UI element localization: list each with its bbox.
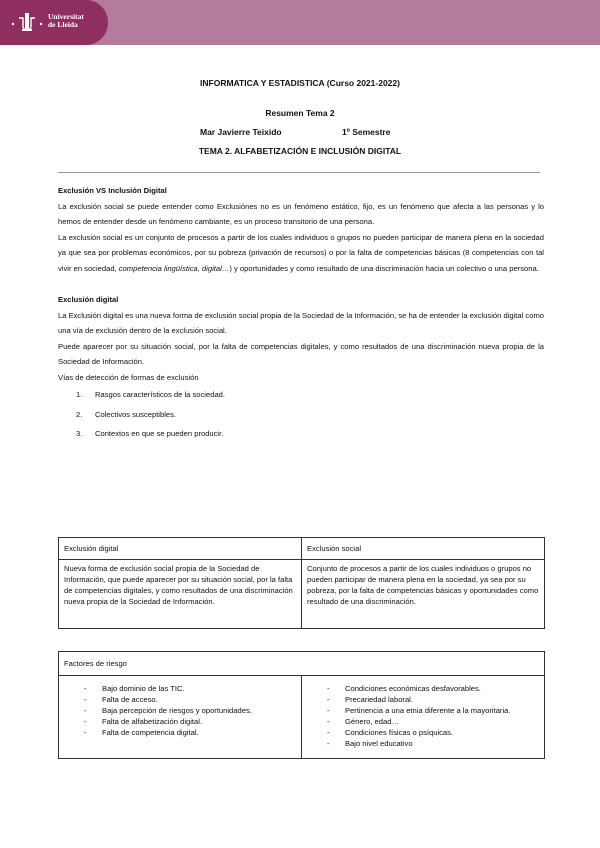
comparison-table (58, 537, 545, 629)
logo-wordmark (48, 13, 84, 29)
document-body (58, 183, 544, 444)
risk-list-left (64, 679, 296, 744)
table-header-cell: Exclusión digital (59, 538, 302, 560)
paragraph-text: La exclusión social es un conjunto de procesos a partir de los cuales individuos o grupos no pueden participar de manera plena en la sociedad ya que sea por problemas económicos, por su pobreza (privación de recursos) o por la falta de competencias básicas (8 competencias con tal vivir en sociedad, (58, 232, 544, 273)
paragraph: Puede aparecer por su situación social, por la falta de competencias digitales, y como resultados de una discriminación nueva propia de la Sociedad de Información. (58, 341, 544, 366)
list-item: 1. Rasgos característicos de la sociedad. (76, 390, 226, 399)
university-logo (0, 0, 108, 45)
list-item: 2. Colectivos susceptibles. (76, 409, 177, 419)
list-item: - Falta de acceso. (64, 694, 296, 705)
university-crest-icon (10, 10, 44, 36)
list-item: - Bajo nivel educativo (307, 738, 539, 749)
list-item: - Bajo dominio de las TIC. (64, 683, 296, 694)
paragraph-text: ) y oportunidades y como resultado de una discriminación hacia un colectivo o una persona. (229, 263, 539, 273)
table-cell: Nueva forma de exclusión social propia de la Sociedad de Información, que puede aparecer por su situación social, por la falta de competencias digitales, y como resultados de una discriminación nueva propia de la Sociedad de Información. (59, 560, 302, 629)
table-header-cell: Factores de riesgo (59, 652, 545, 676)
logo-line2: de Lleida (48, 20, 78, 29)
list-item: - Falta de competencia digital. (64, 727, 296, 738)
list-item: - Condiciones económicas desfavorables. (307, 683, 539, 694)
paragraph: La Exclusión digital es una nueva forma de exclusión social propia de la Sociedad de la Información, se ha de entender la exclusión digital como una vía de exclusión dentro de la exclusión social. (58, 310, 544, 335)
semester: 1º Semestre (342, 127, 391, 137)
table-cell (59, 676, 302, 759)
risk-factors-table (58, 651, 545, 759)
topic-title: TEMA 2. ALFABETIZACIÓN E INCLUSIÓN DIGITAL (198, 146, 402, 156)
logo-line1: Universitat (48, 12, 84, 21)
list-item: - Pertinencia a una etnia diferente a la mayoritaria. (307, 705, 539, 716)
table-header-cell: Exclusión social (302, 538, 545, 560)
paragraph (58, 230, 544, 277)
detection-list (58, 385, 544, 444)
risk-list-right (307, 679, 539, 755)
list-heading: Vías de detección de formas de exclusión (58, 372, 199, 382)
summary-title: Resumen Tema 2 (265, 108, 335, 118)
list-item: - Falta de alfabetización digital. (64, 716, 296, 727)
author-name: Mar Javierre Teixido (200, 127, 282, 137)
table-cell: Conjunto de procesos a partir de los cuales individuos o grupos no pueden participar de manera plena en la sociedad, ya sea por su pobreza, por la falta de competencias básicas y oportunidades como resultado de una discriminación. (302, 560, 545, 629)
list-item: - Precariedad laboral. (307, 694, 539, 705)
table-cell (302, 676, 545, 759)
paragraph-italic: competencia lingüística, digital… (118, 263, 230, 273)
list-item: - Baja percepción de riesgos y oportunidades. (64, 705, 296, 716)
section-heading: Exclusión VS Inclusión Digital (58, 186, 167, 195)
list-item: - Condiciones físicas o psíquicas. (307, 727, 539, 738)
section-heading: Exclusión digital (58, 295, 119, 304)
list-item: - Género, edad… (307, 716, 539, 727)
list-item: 3. Contextos en que se pueden producir. (76, 429, 224, 438)
course-title: INFORMATICA Y ESTADISTICA (Curso 2021-2022) (200, 78, 400, 88)
divider (58, 172, 540, 173)
paragraph: La exclusión social se puede entender como Exclusiónes no es un fenómeno estático, fijo, es un fenómeno que afecta a las personas y lo hemos de entender desde un fenómeno cambiante, es un proceso transitorio de una persona. (58, 201, 544, 226)
